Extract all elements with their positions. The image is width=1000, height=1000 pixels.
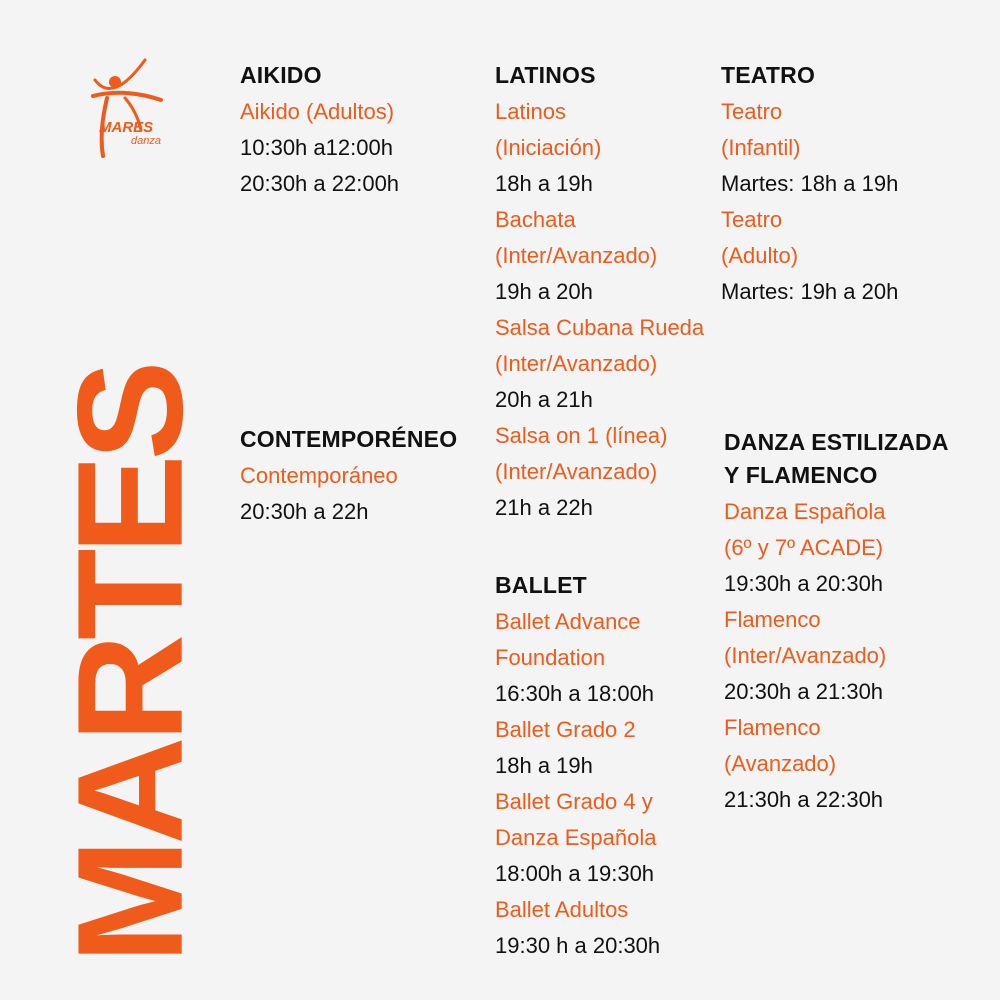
class-name: Teatro bbox=[721, 207, 783, 232]
class-time: 18:00h a 19:30h bbox=[495, 861, 655, 886]
section-title: LATINOS bbox=[495, 62, 596, 88]
class-time: 10:30h a12:00h bbox=[240, 135, 393, 160]
class-name: Ballet Advance bbox=[495, 609, 641, 634]
class-time: Martes: 18h a 19h bbox=[721, 171, 899, 196]
class-level: (Inter/Avanzado) bbox=[495, 351, 658, 376]
section-teatro bbox=[721, 60, 898, 310]
class-name: Salsa on 1 (línea) bbox=[495, 423, 668, 448]
class-name: Flamenco bbox=[724, 715, 821, 740]
class-level: (Infantil) bbox=[721, 135, 801, 160]
class-level: (6º y 7º ACADE) bbox=[724, 535, 884, 560]
class-time: 20:30h a 22:00h bbox=[240, 171, 400, 196]
section-title: TEATRO bbox=[721, 62, 816, 88]
class-time: 20:30h a 21:30h bbox=[724, 679, 884, 704]
class-name: Ballet Grado 4 y bbox=[495, 789, 653, 814]
class-time: 19:30h a 20:30h bbox=[724, 571, 884, 596]
class-name: Teatro bbox=[721, 99, 783, 124]
class-level: (Iniciación) bbox=[495, 135, 602, 160]
class-time: 20h a 21h bbox=[495, 387, 593, 412]
class-time: Martes: 19h a 20h bbox=[721, 279, 899, 304]
section-title-line: Y FLAMENCO bbox=[724, 462, 878, 488]
class-name: Latinos bbox=[495, 99, 566, 124]
section-danza-estilizada bbox=[724, 424, 949, 818]
class-name: Ballet Adultos bbox=[495, 897, 629, 922]
section-title: AIKIDO bbox=[240, 62, 322, 88]
class-time: 19:30 h a 20:30h bbox=[495, 933, 661, 958]
class-name: Danza Española bbox=[495, 825, 657, 850]
day-title-text: MARTES bbox=[46, 366, 215, 964]
class-time: 20:30h a 22h bbox=[240, 499, 369, 524]
section-title: CONTEMPORÉNEO bbox=[240, 426, 458, 452]
class-name: Danza Española bbox=[724, 499, 886, 524]
class-name: Contemporáneo bbox=[240, 463, 398, 488]
logo-name: MARES bbox=[99, 119, 154, 136]
class-level: (Inter/Avanzado) bbox=[495, 243, 658, 268]
class-name: Foundation bbox=[495, 645, 606, 670]
day-title bbox=[46, 366, 215, 964]
class-level: (Inter/Avanzado) bbox=[495, 459, 658, 484]
mares-danza-logo bbox=[85, 52, 170, 162]
section-title bbox=[724, 424, 949, 490]
class-name: Flamenco bbox=[724, 607, 821, 632]
class-time: 18h a 19h bbox=[495, 753, 593, 778]
class-time: 19h a 20h bbox=[495, 279, 593, 304]
section-latinos bbox=[495, 60, 704, 526]
class-name: Aikido (Adultos) bbox=[240, 99, 395, 124]
logo-subtitle: danza bbox=[131, 135, 161, 147]
class-level: (Inter/Avanzado) bbox=[724, 643, 887, 668]
class-name: Bachata bbox=[495, 207, 576, 232]
section-contemporaneo bbox=[240, 424, 457, 530]
class-level: (Avanzado) bbox=[724, 751, 837, 776]
class-time: 21:30h a 22:30h bbox=[724, 787, 884, 812]
class-name: Salsa Cubana Rueda bbox=[495, 315, 705, 340]
class-name: Ballet Grado 2 bbox=[495, 717, 636, 742]
section-aikido bbox=[240, 60, 399, 202]
class-time: 18h a 19h bbox=[495, 171, 593, 196]
section-title-line: DANZA ESTILIZADA bbox=[724, 429, 949, 455]
class-level: (Adulto) bbox=[721, 243, 799, 268]
class-time: 16:30h a 18:00h bbox=[495, 681, 655, 706]
class-time: 21h a 22h bbox=[495, 495, 593, 520]
section-title: BALLET bbox=[495, 572, 587, 598]
section-ballet bbox=[495, 570, 660, 964]
